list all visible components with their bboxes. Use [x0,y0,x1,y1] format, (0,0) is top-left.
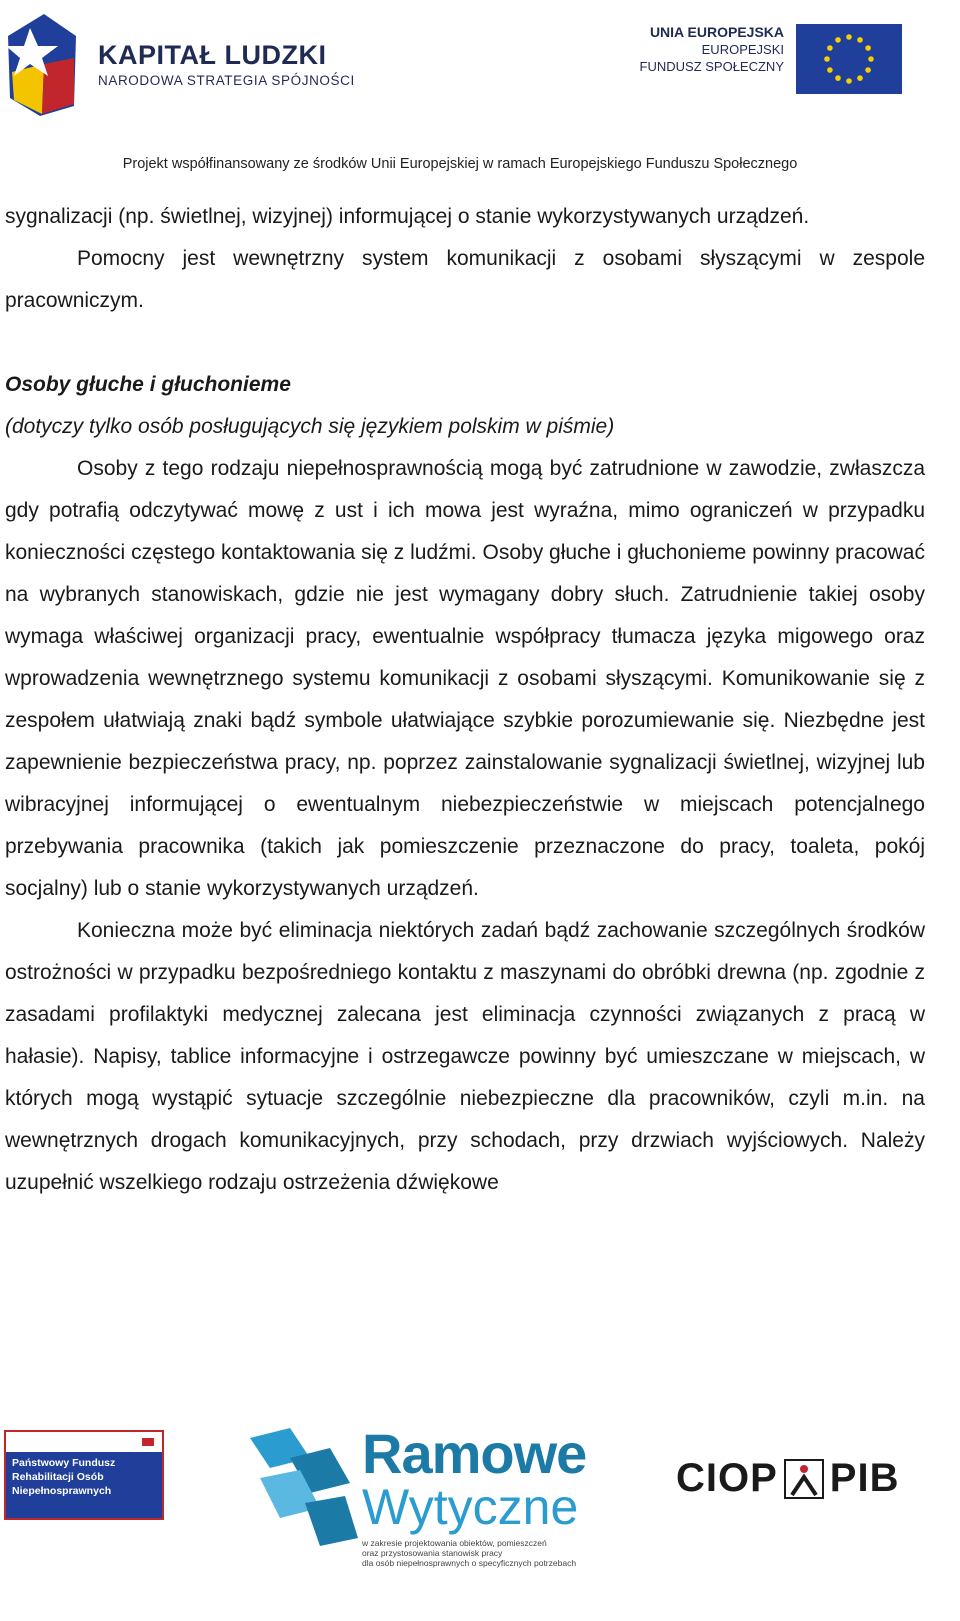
paragraph-1: sygnalizacji (np. świetlnej, wizyjnej) informującej o stanie wykorzystywanych urządzeń. [5,205,810,228]
caption-line-2: oraz przystosowania stanowisk pracy [362,1548,503,1558]
ciop-text: CIOP [676,1456,778,1500]
eu-star-icon [857,75,863,81]
eu-star-icon [827,67,833,73]
eu-star-icon [824,56,830,62]
eu-star-icon [835,37,841,43]
eu-star-icon [857,37,863,43]
eu-line-2: EUROPEJSKI [701,42,784,57]
section-subheading: (dotyczy tylko osób posługujących się językiem polskim w piśmie) [5,415,615,438]
eu-line-1: UNIA EUROPEJSKA [649,24,784,40]
pfron-line-1: Państwowy Fundusz [12,1457,116,1469]
pfron-line-3: Niepełnosprawnych [12,1485,112,1497]
pfron-line-2: Rehabilitacji Osób [12,1471,104,1483]
ciop-person-icon [784,1459,824,1499]
eu-star-icon [835,75,841,81]
eu-star-icon [865,67,871,73]
eu-star-icon [868,56,874,62]
blank-line [5,322,925,364]
paragraph-2: Pomocny jest wewnętrzny system komunikacji z osobami słyszącymi w zespole pracowniczym. [5,247,925,312]
kapital-ludzki-title: KAPITAŁ LUDZKI [98,40,327,70]
pfron-logo [4,1430,164,1520]
caption-line-3: dla osób niepełnosprawnych o specyficznych potrzebach [362,1558,577,1568]
eu-star-icon [846,34,852,40]
wytyczne-title: Wytyczne [362,1479,579,1535]
kapital-ludzki-wordmark [98,40,355,88]
ciop-pib-logo [676,1456,899,1501]
eu-flag-icon [796,24,902,94]
eu-star-icon [846,78,852,84]
eu-star-icon [827,45,833,51]
eu-line-3: FUNDUSZ SPOŁECZNY [639,59,784,74]
page-footer [0,1420,960,1620]
ramowe-wytyczne-caption [362,1538,576,1568]
eu-wordmark [640,24,784,75]
pfron-wordmark [12,1456,115,1498]
pib-text: PIB [829,1456,900,1500]
ramowe-wytyczne-emblem-icon [250,1428,360,1548]
page-header [0,0,960,190]
paragraph-3: Osoby z tego rodzaju niepełnosprawnością mogą być zatrudnione w zawodzie, zwłaszcza gdy potrafią odczytywać mowę z ust i ich mowa jest wyraźna, mimo ograniczeń w przypadku konieczności częstego kontaktowania się z ludźmi. Osoby głuche i głuchonieme powinny pracować na wybranych stanowiskach, gdzie nie jest wymagany dobry słuch. Zatrudnienie takiej osoby wymaga właściwej organizacji pracy, ewentualnie współpracy tłumacza języka migowego oraz wprowadzenia wewnętrznego systemu komunikacji z osobami słyszącymi. Komunikowanie się z zespołem ułatwiają znaki bądź symbole ułatwiające szybkie porozumiewanie się. Niezbędne jest zapewnienie bezpieczeństwa pracy, np. poprzez zainstalowanie sygnalizacji świetlnej, wizyjnej lub wibracyjnej informującej o ewentualnym niebezpieczeństwie w miejscach potencjalnego przebywania pracownika (takich jak pomieszczenie przeznaczone do pracy, toaleta, pokój socjalny) lub o stanie wykorzystywanych urządzeń. [5,457,925,900]
eu-star-icon [865,45,871,51]
cofinance-note: Projekt współfinansowany ze środków Unii Europejskiej w ramach Europejskiego Funduszu Społecznego [122,156,798,172]
ramowe-title: Ramowe [362,1422,587,1485]
paragraph-4: Konieczna może być eliminacja niektórych zadań bądź zachowanie szczególnych środków ostrożności w przypadku bezpośredniego kontaktu z maszynami do obróbki drewna (np. zgodnie z zasadami profilaktyki medycznej zalecana jest eliminacja czynności związanych z pracą w hałasie). Napisy, tablice informacyjne i ostrzegawcze powinny być umieszczane w miejscach, w których mogą wystąpić sytuacje szczególnie niebezpieczne dla pracowników, czyli m.in. na wewnętrznych drogach komunikacyjnych, przy schodach, przy drzwiach wyjściowych. Należy uzupełnić wszelkiego rodzaju ostrzeżenia dźwiękowe [5,919,925,1194]
caption-line-1: w zakresie projektowania obiektów, pomieszczeń [362,1538,547,1548]
section-heading: Osoby głuche i głuchonieme [5,373,291,396]
kapital-ludzki-subtitle: NARODOWA STRATEGIA SPÓJNOŚCI [98,73,355,88]
document-body [5,196,925,1204]
eu-logo-block [640,24,902,94]
